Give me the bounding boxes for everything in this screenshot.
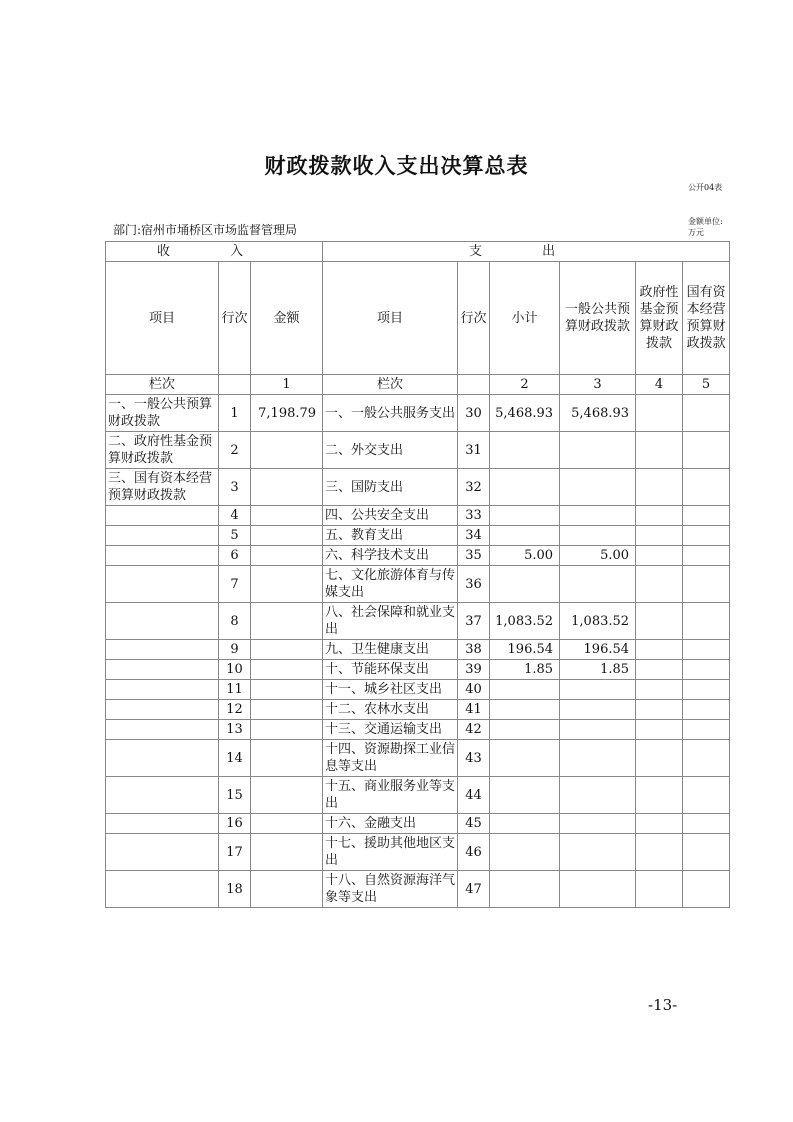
fund-budget-cell: [636, 640, 683, 660]
income-amount-cell: [251, 506, 323, 526]
income-line-header: 行次: [219, 262, 251, 375]
expense-item-cell: 四、公共安全支出: [323, 506, 458, 526]
table-row: [106, 814, 730, 834]
income-amount-cell: [251, 432, 323, 469]
income-line-cell: 5: [219, 526, 251, 546]
income-amount-cell: [251, 834, 323, 871]
budget-table: [105, 241, 730, 908]
general-budget-cell: 196.54: [560, 640, 636, 660]
income-amount-cell: [251, 740, 323, 777]
general-budget-cell: [560, 740, 636, 777]
expense-item-cell: 五、教育支出: [323, 526, 458, 546]
general-budget-cell: [560, 506, 636, 526]
fund-budget-cell: [636, 680, 683, 700]
fund-budget-cell: [636, 700, 683, 720]
expense-item-cell: 六、科学技术支出: [323, 546, 458, 566]
state-capital-cell: [683, 395, 730, 432]
state-capital-cell: [683, 777, 730, 814]
income-line-cell: 12: [219, 700, 251, 720]
general-budget-cell: 5,468.93: [560, 395, 636, 432]
income-line-cell: 2: [219, 432, 251, 469]
income-line-cell: 17: [219, 834, 251, 871]
income-amount-cell: [251, 680, 323, 700]
expense-item-cell: 九、卫生健康支出: [323, 640, 458, 660]
expense-item-cell: 八、社会保障和就业支出: [323, 603, 458, 640]
expense-item-cell: 一、一般公共服务支出: [323, 395, 458, 432]
subtotal-cell: [490, 720, 560, 740]
col-index-empty: [219, 375, 251, 395]
col-index-amount: 1: [251, 375, 323, 395]
income-item-cell: [106, 603, 219, 640]
income-item-cell: [106, 660, 219, 680]
expense-line-cell: 37: [458, 603, 490, 640]
income-amount-cell: [251, 814, 323, 834]
subtotal-cell: [490, 566, 560, 603]
fund-budget-cell: [636, 526, 683, 546]
income-item-cell: 一、一般公共预算财政拨款: [106, 395, 219, 432]
expense-line-cell: 36: [458, 566, 490, 603]
table-row: [106, 740, 730, 777]
column-header-row: [106, 262, 730, 375]
table-row: [106, 834, 730, 871]
expense-line-cell: 30: [458, 395, 490, 432]
expense-item-cell: 二、外交支出: [323, 432, 458, 469]
income-line-cell: 3: [219, 469, 251, 506]
general-budget-cell: [560, 566, 636, 603]
general-budget-cell: [560, 871, 636, 908]
table-row: [106, 469, 730, 506]
income-line-cell: 9: [219, 640, 251, 660]
col-index-label-right: 栏次: [323, 375, 458, 395]
expense-item-cell: 十四、资源勘探工业信息等支出: [323, 740, 458, 777]
state-capital-cell: [683, 469, 730, 506]
state-capital-cell: [683, 720, 730, 740]
income-amount-cell: 7,198.79: [251, 395, 323, 432]
income-amount-cell: [251, 700, 323, 720]
expense-item-cell: 三、国防支出: [323, 469, 458, 506]
table-row: [106, 546, 730, 566]
subtotal-cell: 1,083.52: [490, 603, 560, 640]
fund-budget-cell: [636, 566, 683, 603]
subtotal-cell: [490, 814, 560, 834]
section-header-row: [106, 242, 730, 262]
income-line-cell: 14: [219, 740, 251, 777]
income-item-cell: [106, 740, 219, 777]
table-row: [106, 506, 730, 526]
expense-line-cell: 31: [458, 432, 490, 469]
expense-line-cell: 41: [458, 700, 490, 720]
subtotal-cell: [490, 680, 560, 700]
income-amount-cell: [251, 777, 323, 814]
expense-item-cell: 十二、农林水支出: [323, 700, 458, 720]
fund-budget-cell: [636, 603, 683, 640]
fund-budget-cell: [636, 546, 683, 566]
state-capital-header: 国有资本经营预算财政拨款: [683, 262, 730, 375]
col-index-capital: 5: [683, 375, 730, 395]
state-capital-cell: [683, 526, 730, 546]
income-amount-cell: [251, 546, 323, 566]
expense-item-cell: 十八、自然资源海洋气象等支出: [323, 871, 458, 908]
table-row: [106, 526, 730, 546]
subtotal-cell: [490, 834, 560, 871]
expense-line-cell: 43: [458, 740, 490, 777]
general-budget-cell: [560, 469, 636, 506]
income-item-cell: [106, 546, 219, 566]
subtotal-cell: [490, 740, 560, 777]
state-capital-cell: [683, 814, 730, 834]
income-line-cell: 11: [219, 680, 251, 700]
table-row: [106, 640, 730, 660]
state-capital-cell: [683, 834, 730, 871]
col-index-label: 栏次: [106, 375, 219, 395]
income-line-cell: 16: [219, 814, 251, 834]
page-number: -13-: [648, 996, 678, 1014]
table-row: [106, 680, 730, 700]
expense-line-cell: 45: [458, 814, 490, 834]
form-number: 公开04表: [688, 183, 723, 192]
income-amount-cell: [251, 640, 323, 660]
table-row: [106, 700, 730, 720]
subtotal-cell: [490, 526, 560, 546]
income-item-cell: [106, 680, 219, 700]
subtotal-cell: [490, 700, 560, 720]
expense-line-cell: 44: [458, 777, 490, 814]
expense-item-cell: 十一、城乡社区支出: [323, 680, 458, 700]
general-budget-cell: [560, 700, 636, 720]
fund-budget-cell: [636, 432, 683, 469]
income-item-cell: [106, 814, 219, 834]
expense-item-cell: 十七、援助其他地区支出: [323, 834, 458, 871]
expense-section-header: 支 出: [323, 242, 730, 262]
state-capital-cell: [683, 603, 730, 640]
subtotal-header: 小计: [490, 262, 560, 375]
expense-line-cell: 35: [458, 546, 490, 566]
subtotal-cell: 5.00: [490, 546, 560, 566]
income-amount-cell: [251, 526, 323, 546]
general-budget-cell: [560, 814, 636, 834]
expense-line-header: 行次: [458, 262, 490, 375]
general-budget-cell: 5.00: [560, 546, 636, 566]
income-item-cell: [106, 526, 219, 546]
state-capital-cell: [683, 660, 730, 680]
expense-item-cell: 十三、交通运输支出: [323, 720, 458, 740]
expense-line-cell: 46: [458, 834, 490, 871]
income-line-cell: 10: [219, 660, 251, 680]
table-row: [106, 395, 730, 432]
income-item-cell: 二、政府性基金预算财政拨款: [106, 432, 219, 469]
expense-item-cell: 十五、商业服务业等支出: [323, 777, 458, 814]
expense-line-cell: 38: [458, 640, 490, 660]
expense-item-cell: 十、节能环保支出: [323, 660, 458, 680]
table-row: [106, 777, 730, 814]
state-capital-cell: [683, 871, 730, 908]
income-amount-header: 金额: [251, 262, 323, 375]
fund-budget-cell: [636, 777, 683, 814]
expense-line-cell: 33: [458, 506, 490, 526]
income-amount-cell: [251, 566, 323, 603]
table-row: [106, 432, 730, 469]
subtotal-cell: [490, 777, 560, 814]
expense-item-header: 项目: [323, 262, 458, 375]
expense-line-cell: 40: [458, 680, 490, 700]
fund-budget-header: 政府性基金预算财政拨款: [636, 262, 683, 375]
expense-line-cell: 34: [458, 526, 490, 546]
income-item-cell: [106, 506, 219, 526]
col-index-general: 3: [560, 375, 636, 395]
income-item-cell: [106, 566, 219, 603]
income-item-cell: [106, 777, 219, 814]
col-index-fund: 4: [636, 375, 683, 395]
expense-line-cell: 39: [458, 660, 490, 680]
state-capital-cell: [683, 680, 730, 700]
general-budget-cell: [560, 432, 636, 469]
expense-line-cell: 42: [458, 720, 490, 740]
income-section-header: 收 入: [106, 242, 323, 262]
state-capital-cell: [683, 700, 730, 720]
general-budget-cell: 1.85: [560, 660, 636, 680]
expense-item-cell: 七、文化旅游体育与传媒支出: [323, 566, 458, 603]
income-item-cell: [106, 720, 219, 740]
income-amount-cell: [251, 469, 323, 506]
state-capital-cell: [683, 546, 730, 566]
income-line-cell: 15: [219, 777, 251, 814]
income-line-cell: 8: [219, 603, 251, 640]
col-index-subtotal: 2: [490, 375, 560, 395]
subtotal-cell: [490, 871, 560, 908]
state-capital-cell: [683, 640, 730, 660]
income-line-cell: 4: [219, 506, 251, 526]
table-row: [106, 603, 730, 640]
expense-line-cell: 47: [458, 871, 490, 908]
subtotal-cell: [490, 469, 560, 506]
fund-budget-cell: [636, 871, 683, 908]
table-row: [106, 660, 730, 680]
general-budget-cell: 1,083.52: [560, 603, 636, 640]
general-budget-cell: [560, 777, 636, 814]
unit-label: 金额单位:万元: [688, 217, 723, 237]
fund-budget-cell: [636, 395, 683, 432]
income-amount-cell: [251, 603, 323, 640]
general-budget-cell: [560, 720, 636, 740]
state-capital-cell: [683, 740, 730, 777]
table-row: [106, 871, 730, 908]
income-item-cell: [106, 834, 219, 871]
fund-budget-cell: [636, 506, 683, 526]
income-line-cell: 13: [219, 720, 251, 740]
expense-item-cell: 十六、金融支出: [323, 814, 458, 834]
state-capital-cell: [683, 506, 730, 526]
income-item-cell: [106, 640, 219, 660]
income-line-cell: 1: [219, 395, 251, 432]
fund-budget-cell: [636, 660, 683, 680]
page-title: 财政拨款收入支出决算总表: [264, 154, 529, 178]
fund-budget-cell: [636, 469, 683, 506]
general-budget-cell: [560, 526, 636, 546]
subtotal-cell: [490, 432, 560, 469]
table-row: [106, 566, 730, 603]
general-budget-cell: [560, 834, 636, 871]
income-amount-cell: [251, 871, 323, 908]
fund-budget-cell: [636, 834, 683, 871]
general-budget-header: 一般公共预算财政拨款: [560, 262, 636, 375]
fund-budget-cell: [636, 814, 683, 834]
income-line-cell: 6: [219, 546, 251, 566]
income-line-cell: 18: [219, 871, 251, 908]
income-line-cell: 7: [219, 566, 251, 603]
col-index-empty-right: [458, 375, 490, 395]
income-item-cell: [106, 871, 219, 908]
income-item-header: 项目: [106, 262, 219, 375]
column-index-row: [106, 375, 730, 395]
subtotal-cell: [490, 506, 560, 526]
income-amount-cell: [251, 660, 323, 680]
subtotal-cell: 1.85: [490, 660, 560, 680]
fund-budget-cell: [636, 740, 683, 777]
state-capital-cell: [683, 566, 730, 603]
expense-line-cell: 32: [458, 469, 490, 506]
income-amount-cell: [251, 720, 323, 740]
general-budget-cell: [560, 680, 636, 700]
subtotal-cell: 196.54: [490, 640, 560, 660]
table-row: [106, 720, 730, 740]
income-item-cell: 三、国有资本经营预算财政拨款: [106, 469, 219, 506]
fund-budget-cell: [636, 720, 683, 740]
state-capital-cell: [683, 432, 730, 469]
department-label: 部门:宿州市埇桥区市场监督管理局: [113, 223, 298, 237]
income-item-cell: [106, 700, 219, 720]
subtotal-cell: 5,468.93: [490, 395, 560, 432]
